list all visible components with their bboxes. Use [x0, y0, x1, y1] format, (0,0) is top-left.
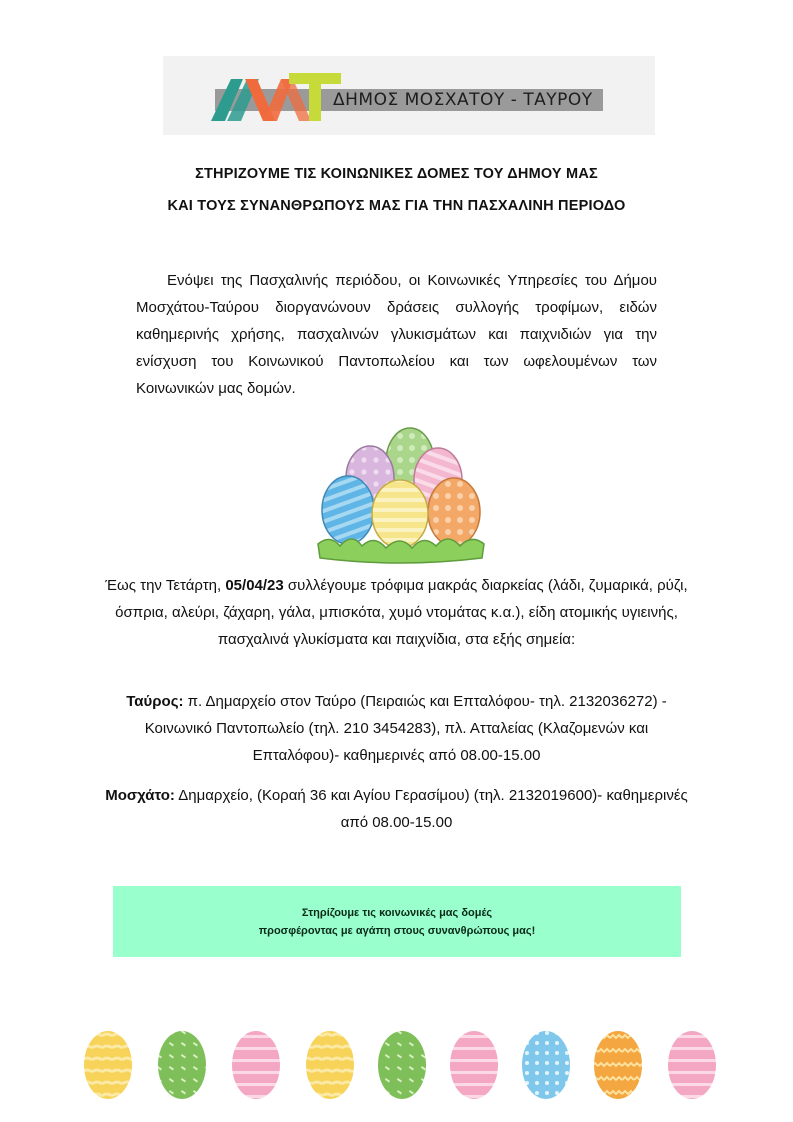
easter-egg-icon	[668, 1031, 716, 1099]
collection-text: συλλέγουμε τρόφιμα μακράς διαρκείας (λάδι, ζυμαρικά, ρύζι, όσπρια, αλεύρι, ζάχαρη, γάλα, μπισκότα, χυμό ντομάτας κ.α.), είδη ατομικής υγιεινής, πασχαλινά γλυκίσματα και παιχνίδια, στα εξής σημεία:	[115, 577, 688, 648]
title-line-2: ΚΑΙ ΤΟΥΣ ΣΥΝΑΝΘΡΩΠΟΥΣ ΜΑΣ ΓΙΑ ΤΗΝ ΠΑΣΧΑΛΙΝΗ ΠΕΡΙΟΔΟ	[167, 198, 626, 214]
location-moschato	[105, 782, 688, 836]
easter-egg-icon	[522, 1031, 570, 1099]
easter-egg-icon	[378, 1031, 426, 1099]
title-line-1: ΣΤΗΡΙΖΟΥΜΕ ΤΙΣ ΚΟΙΝΩΝΙΚΕΣ ΔΟΜΕΣ ΤΟΥ ΔΗΜΟΥ ΜΑΣ	[195, 166, 598, 182]
footer-eggs-row	[82, 1028, 722, 1102]
easter-egg-icon	[232, 1031, 280, 1099]
logo-text: ΔΗΜΟΣ ΜΟΣΧΑΤΟΥ - ΤΑΥΡΟΥ	[333, 90, 593, 110]
easter-eggs-basket-icon	[310, 418, 490, 566]
banner-line-2: προσφέροντας με αγάπη στους συνανθρώπους μας!	[258, 924, 536, 937]
easter-egg-icon	[594, 1031, 642, 1099]
banner-line-1: Στηρίζουμε τις κοινωνικές μας δομές	[301, 906, 493, 919]
easter-egg-icon	[84, 1031, 132, 1099]
location-tavros-text: π. Δημαρχείο στον Ταύρο (Πειραιώς και Επταλόφου- τηλ. 2132036272) - Κοινωνικό Παντοπωλείο (τηλ. 210 3454283), πλ. Ατταλείας (Κλαζομενών και Επταλόφου)- καθημερινές από 08.00-15.00	[144, 693, 667, 764]
intro-paragraph: Ενόψει της Πασχαλινής περιόδου, οι Κοινωνικές Υπηρεσίες του Δήμου Μοσχάτου-Ταύρου διοργανώνουν δράσεις συλλογής τροφίμων, ειδών καθημερινής χρήσης, πασχαλινών γλυκισμάτων και παιχνιδιών για την ενίσχυση του Κοινωνικού Παντοπωλείου και των ωφελουμένων των Κοινωνικών μας δομών.	[136, 272, 657, 397]
collection-paragraph	[105, 572, 688, 653]
easter-egg-icon	[158, 1031, 206, 1099]
location-tavros	[105, 688, 688, 769]
location-tavros-label: Ταύρος:	[126, 693, 184, 710]
collection-date: 05/04/23	[225, 577, 284, 594]
easter-egg-icon	[450, 1031, 498, 1099]
location-moschato-label: Μοσχάτο:	[105, 787, 175, 804]
municipality-logo	[163, 56, 655, 135]
easter-egg-icon	[306, 1031, 354, 1099]
closing-banner	[113, 886, 681, 957]
logo-mt-icon	[211, 71, 341, 121]
location-moschato-text: Δημαρχείο, (Κοραή 36 και Αγίου Γερασίμου) (τηλ. 2132019600)- καθημερινές από 08.00-15.00	[174, 787, 688, 831]
collection-prefix: Έως την Τετάρτη,	[105, 577, 226, 594]
